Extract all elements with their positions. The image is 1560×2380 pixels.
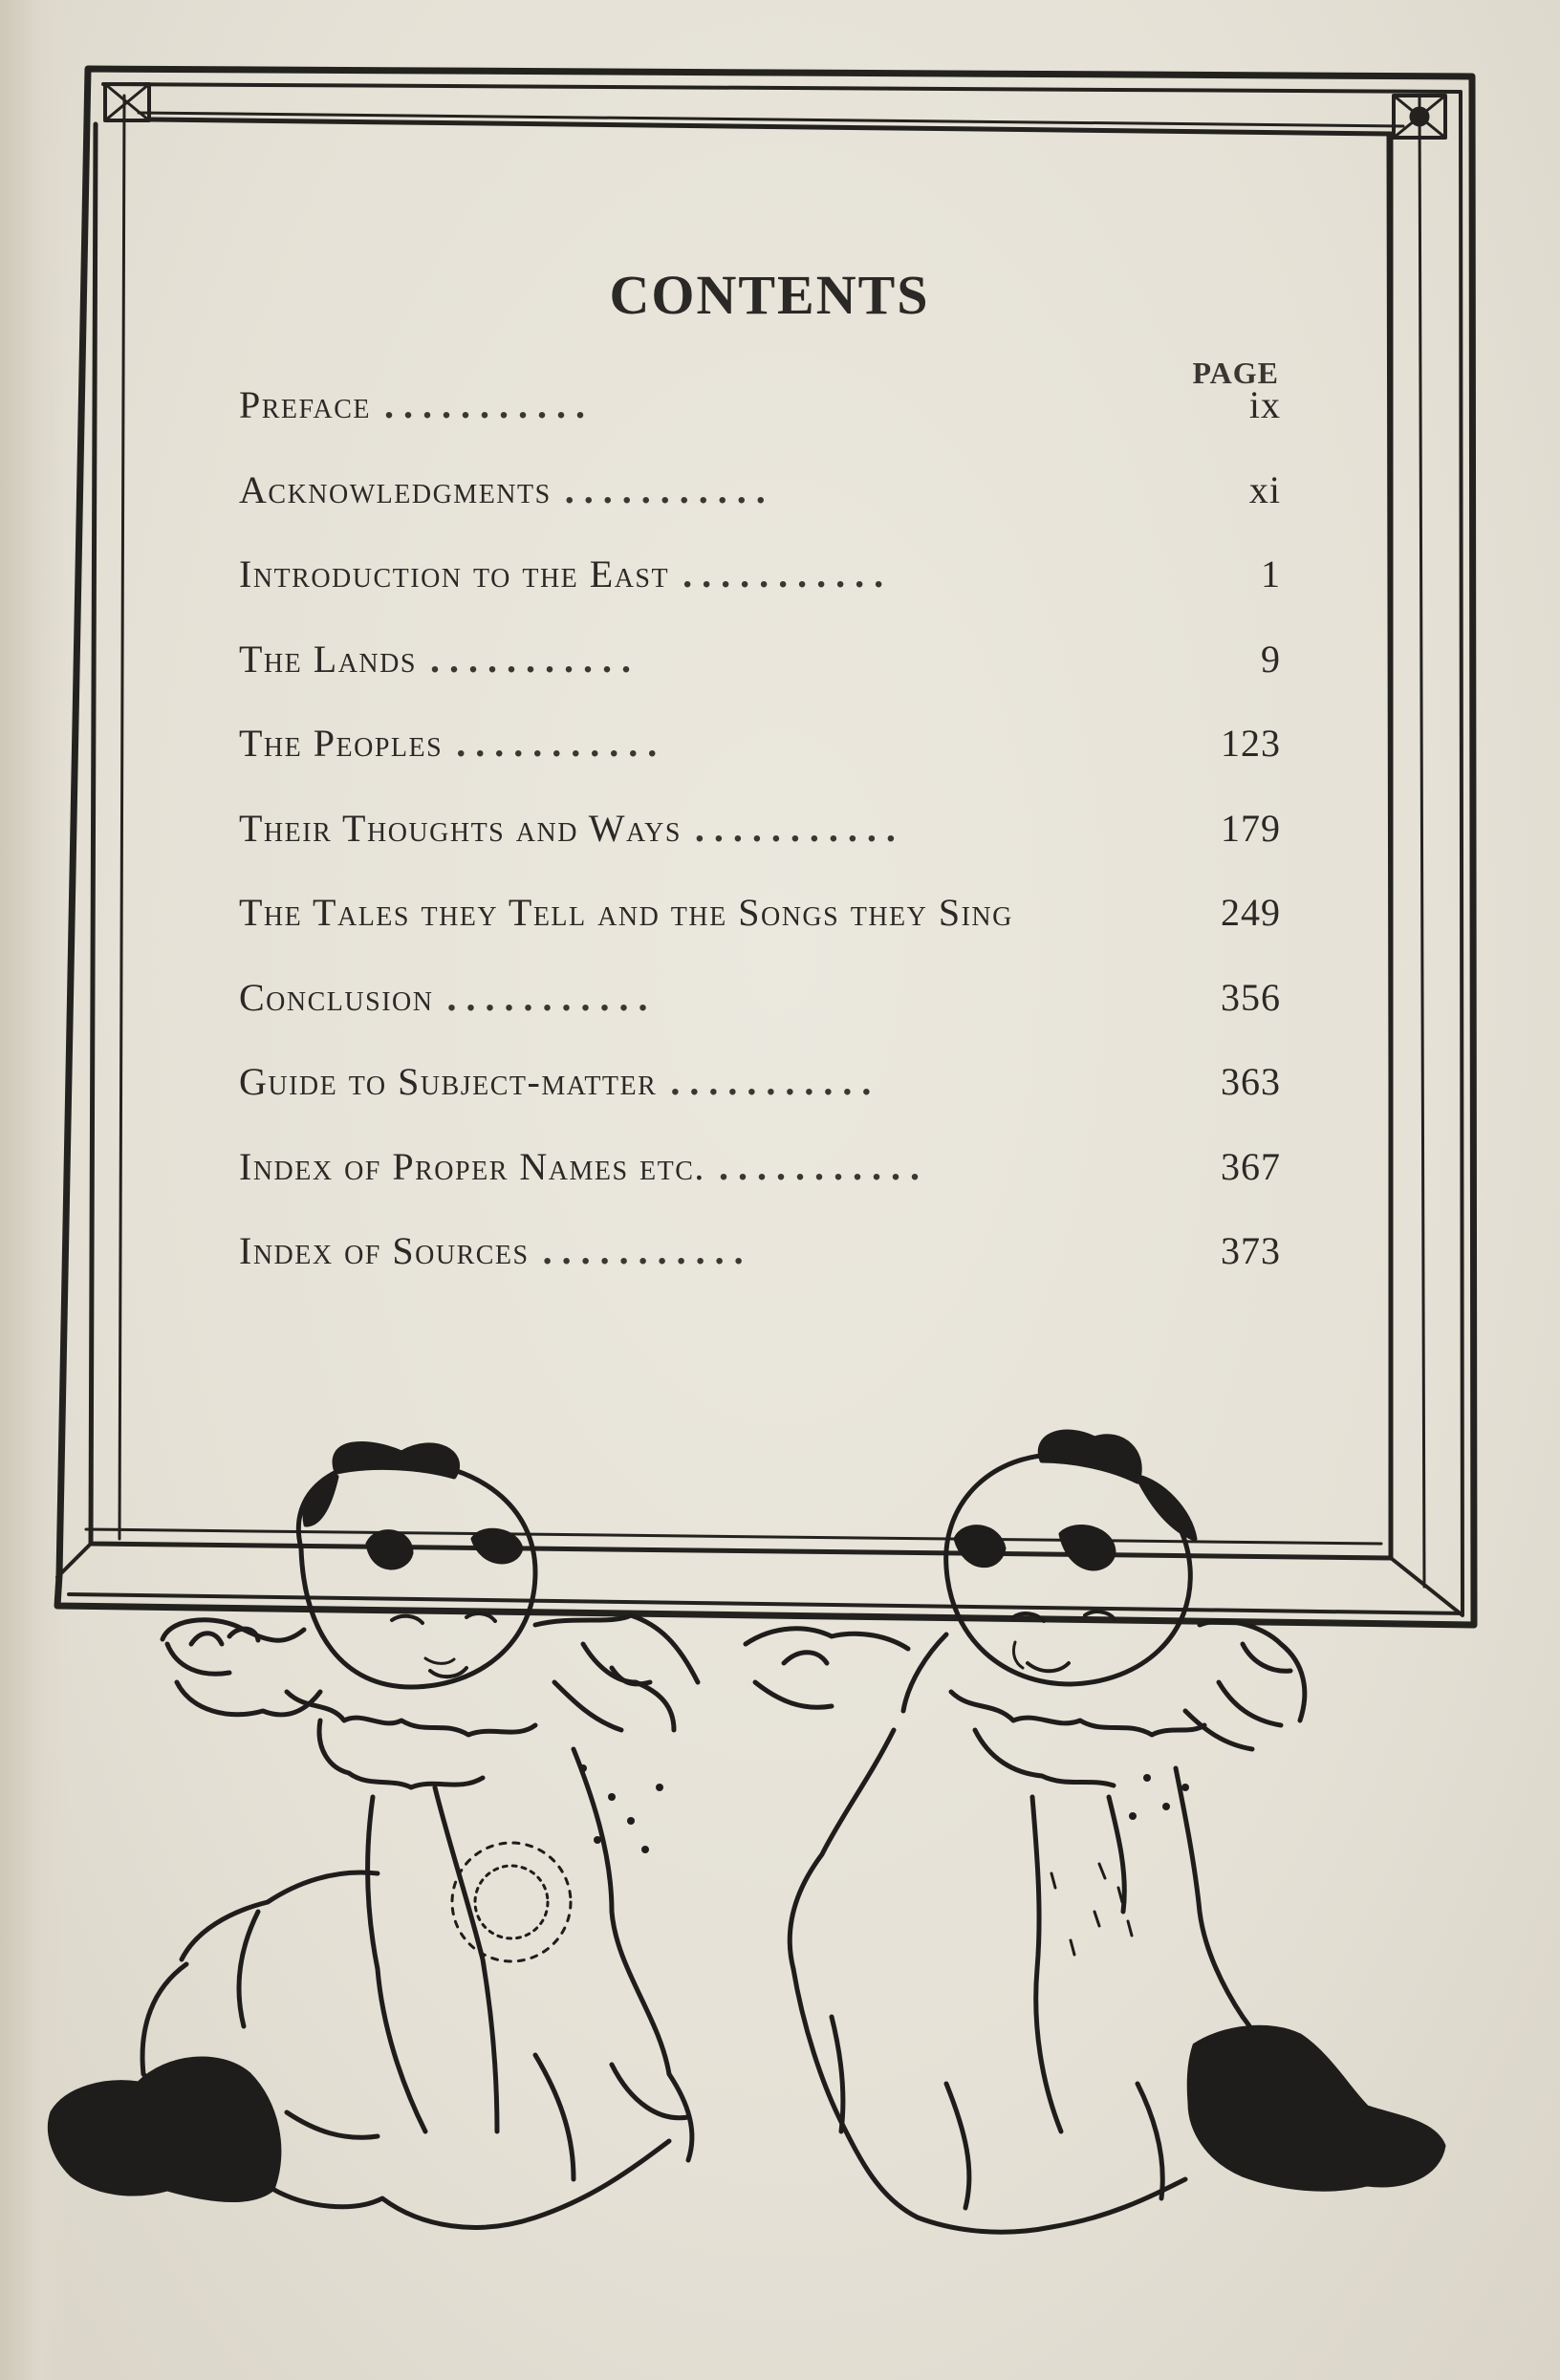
toc-entry-title: Index of Proper Names etc. xyxy=(239,1144,705,1188)
toc-entry-page: 373 xyxy=(1221,1229,1281,1272)
left-child-figure xyxy=(50,1443,698,2227)
toc-entry-title: The Peoples xyxy=(239,722,444,765)
toc-entry-title: Conclusion xyxy=(239,975,434,1019)
toc-entry-title: The Tales they Tell and the Songs they Sing xyxy=(239,891,1013,934)
toc-entry-title: Their Thoughts and Ways xyxy=(239,806,682,850)
toc-entry-page: 1 xyxy=(1261,552,1281,595)
toc-entry-page: 9 xyxy=(1261,637,1281,681)
toc-entry-page: 356 xyxy=(1221,975,1281,1019)
toc-entry-title: Guide to Subject-matter xyxy=(239,1060,658,1103)
toc-entry-page: ix xyxy=(1248,383,1281,426)
page-title: CONTENTS xyxy=(609,264,930,326)
toc-entry-title: Preface xyxy=(239,383,372,426)
toc-entry-page: xi xyxy=(1248,467,1281,511)
toc-entry-title: Introduction to the East xyxy=(239,552,670,595)
toc-entry-title: The Lands xyxy=(239,637,417,681)
right-child-figure xyxy=(746,1432,1443,2232)
toc-entry-page: 367 xyxy=(1221,1144,1281,1188)
toc-entry-page: 179 xyxy=(1221,806,1281,850)
toc-entry-page: 363 xyxy=(1221,1060,1281,1103)
toc-entry-page: 249 xyxy=(1221,891,1281,934)
toc-entry-page: 123 xyxy=(1221,722,1281,765)
toc-entry-title: Index of Sources xyxy=(239,1229,530,1272)
page-column-label: PAGE xyxy=(1192,356,1279,390)
toc-entry-title: Acknowledgments xyxy=(239,467,552,511)
